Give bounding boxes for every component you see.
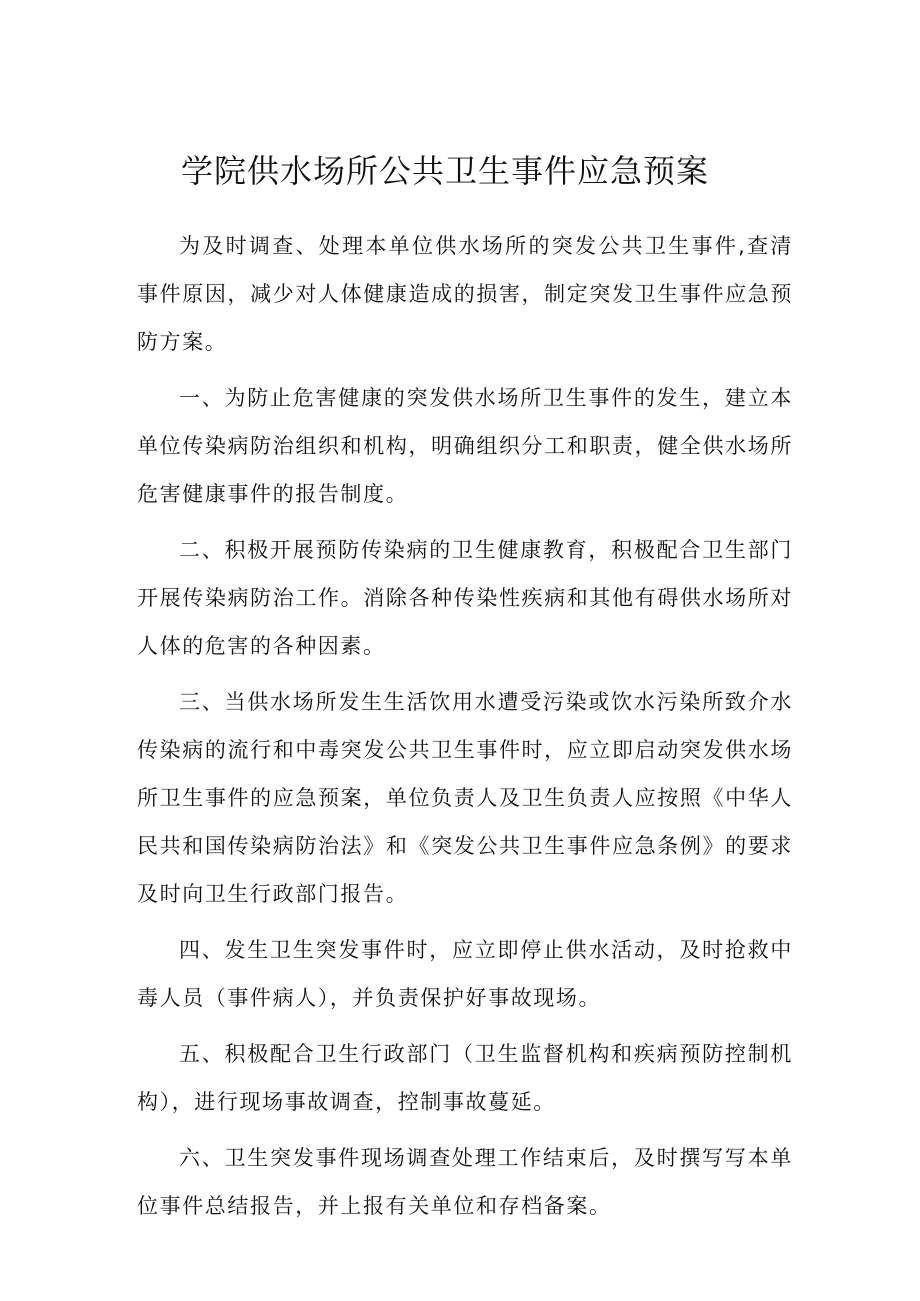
document-body [137, 222, 793, 1238]
paragraph-item-4: 四、发生卫生突发事件时，应立即停止供水活动，及时抢救中毒人员（事件病人），并负责保护好事故现场。 [137, 938, 793, 1010]
paragraph-item-6: 六、卫生突发事件现场调查处理工作结束后，及时撰写写本单位事件总结报告，并上报有关单位和存档备案。 [137, 1146, 793, 1218]
paragraph-item-3: 三、当供水场所发生生活饮用水遭受污染或饮水污染所致介水传染病的流行和中毒突发公共卫生事件时，应立即启动突发供水场所卫生事件的应急预案，单位负责人及卫生负责人应按照《中华人民共和国传染病防治法》和《突发公共卫生事件应急条例》的要求及时向卫生行政部门报告。 [137, 690, 793, 906]
document-title: 学院供水场所公共卫生事件应急预案 [180, 152, 709, 190]
paragraph-item-5: 五、积极配合卫生行政部门（卫生监督机构和疾病预防控制机构），进行现场事故调查，控制事故蔓延。 [137, 1042, 793, 1114]
paragraph-item-2: 二、积极开展预防传染病的卫生健康教育，积极配合卫生部门开展传染病防治工作。消除各种传染性疾病和其他有碍供水场所对人体的危害的各种因素。 [137, 538, 793, 658]
paragraph-item-1: 一、为防止危害健康的突发供水场所卫生事件的发生，建立本单位传染病防治组织和机构，明确组织分工和职责，健全供水场所危害健康事件的报告制度。 [137, 386, 793, 506]
paragraph-intro: 为及时调查、处理本单位供水场所的突发公共卫生事件,查清事件原因，减少对人体健康造成的损害，制定突发卫生事件应急预防方案。 [137, 234, 793, 354]
